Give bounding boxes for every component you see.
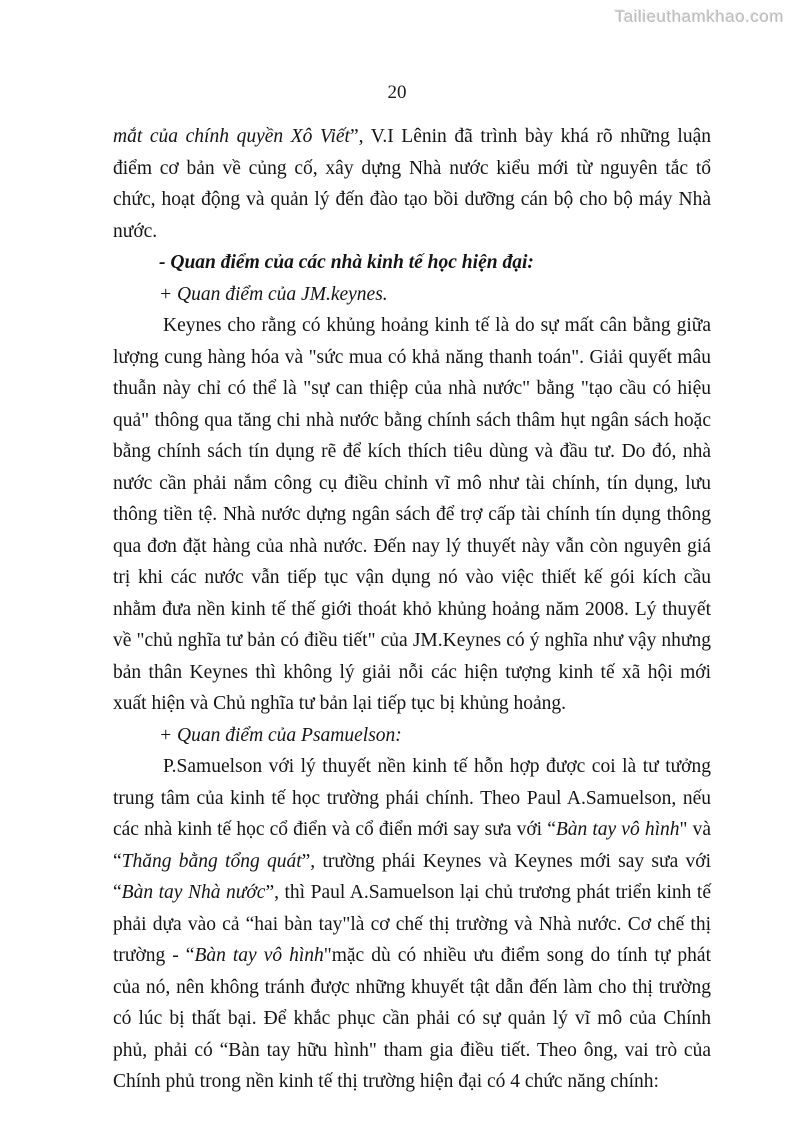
samuelson-run-8: "mặc dù có nhiều ưu điểm song do tính tự phát của nó, nên không tránh được những khuyết tật dẫn đến làm cho thị trường có lúc bị thất bại. Để khắc phục cần phải có sự quản lý vĩ mô của Chính phủ, phải có “Bàn tay hữu hình" tham gia điều tiết. Theo ông, vai trò của Chính phủ trong nền kinh tế thị trường hiện đại có 4 chức năng chính: <box>113 945 711 1092</box>
quote-invisible-hand-2-italic: Bàn tay vô hình <box>194 945 324 966</box>
quote-general-equilibrium-italic: Thăng bằng tổng quát <box>121 850 302 872</box>
heading-samuelson-view: + Quan điểm của Psamuelson: <box>159 724 402 746</box>
page-number: 20 <box>387 82 407 103</box>
heading-keynes-view: + Quan điểm của JM.keynes. <box>159 283 388 305</box>
paragraph-lenin-text: ”, V.I Lênin đã trình bày khá rõ những luận điểm cơ bản về củng cố, xây dựng Nhà nước kiểu mới từ nguyên tắc tổ chức, hoạt động và quản lý đến đào tạo bồi dưỡng cán bộ cho bộ máy Nhà nước. <box>113 126 712 242</box>
quote-state-hand-italic: Bàn tay Nhà nước <box>121 882 266 903</box>
samuelson-run-6: ”, thì Paul A.Samuelson lại chủ trương phát triển kinh tế phải dựa vào cả “hai bàn tay"là cơ chế thị trường và Nhà nước. Cơ chế thị trường - “ <box>113 882 711 966</box>
quote-xo-viet-italic: mắt của chính quyền Xô Viết <box>113 126 350 147</box>
quote-invisible-hand-italic: Bàn tay vô hình <box>555 819 680 840</box>
paragraph-lenin <box>113 121 711 247</box>
samuelson-run-2: " và “ <box>113 819 711 872</box>
heading-modern-economists: - Quan điểm của các nhà kinh tế học hiện đại: <box>159 252 534 273</box>
watermark-site-text: Tailieuthamkhao.com <box>614 7 784 26</box>
document-body <box>113 121 711 1098</box>
samuelson-run-4: ”, trường phái Keynes và Keynes mới say sưa với “ <box>113 850 711 903</box>
paragraph-samuelson <box>113 751 711 1098</box>
paragraph-keynes: Keynes cho rằng có khủng hoảng kinh tế là do sự mất cân bằng giữa lượng cung hàng hóa và "sức mua có khả năng thanh toán". Giải quyết mâu thuẫn này chỉ có thể là "sự can thiệp của nhà nước" bằng "tạo cầu có hiệu quả" thông qua tăng chi nhà nước bằng chính sách thâm hụt ngân sách hoặc bằng chính sách tín dụng rẽ để kích thích tiêu dùng và đầu tư. Do đó, nhà nước cần phải nắm công cụ điều chỉnh vĩ mô như tài chính, tín dụng, lưu thông tiền tệ. Nhà nước dựng ngân sách để trợ cấp tài chính tín dụng thông qua đơn đặt hàng của nhà nước. Đến nay lý thuyết này vẫn còn nguyên giá trị khi các nước vẫn tiếp tục vận dụng nó vào việc thiết kế gói kích cầu nhằm đưa nền kinh tế thế giới thoát khỏ khủng hoảng năm 2008. Lý thuyết về "chủ nghĩa tư bản có điều tiết" của JM.Keynes có ý nghĩa như vậy nhưng bản thân Keynes thì không lý giải nỗi các hiện tượng kinh tế xã hội mới xuất hiện và Chủ nghĩa tư bản lại tiếp tục bị khủng hoảng. <box>113 315 711 714</box>
samuelson-run-0: P.Samuelson với lý thuyết nền kinh tế hỗn hợp được coi là tư tưởng trung tâm của kinh tế học trường phái chính. Theo Paul A.Samuelson, nếu các nhà kinh tế học cổ điển và cổ điển mới say sưa với “ <box>113 756 711 840</box>
